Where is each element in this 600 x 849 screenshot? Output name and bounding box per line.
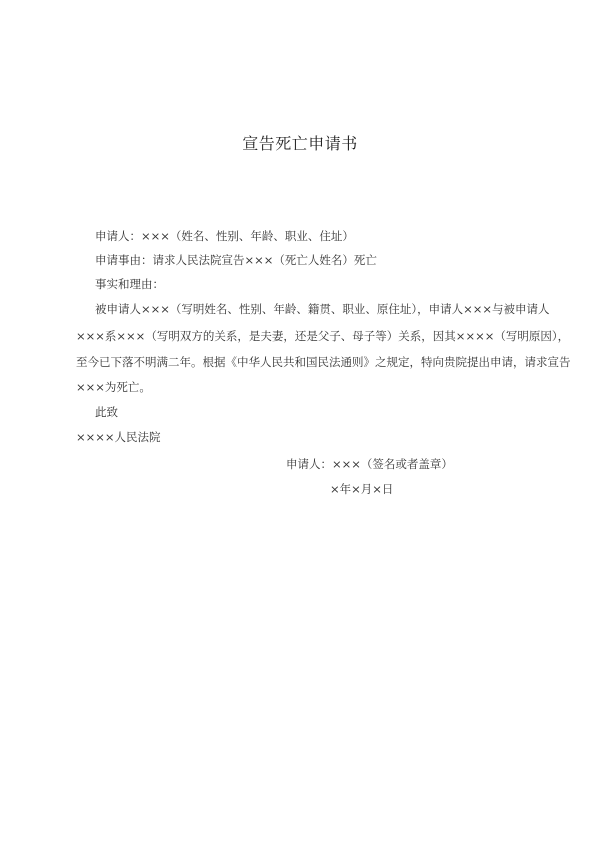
date-line: ×年×月×日 bbox=[330, 482, 394, 496]
closing-salutation: 此致 bbox=[95, 405, 118, 419]
signature-line: 申请人：×××（签名或者盖章） bbox=[286, 457, 453, 471]
body-line: 被申请人×××（写明姓名、性别、年龄、籍贯、职业、原住址），申请人×××与被申请人 bbox=[95, 302, 550, 316]
applicant-line: 申请人：×××（姓名、性别、年龄、职业、住址） bbox=[95, 229, 354, 243]
facts-heading: 事实和理由： bbox=[95, 277, 164, 291]
body-line: ×××系×××（写明双方的关系，是夫妻，还是父子、母子等）关系，因其××××（写明原因）， bbox=[76, 329, 570, 343]
reason-line: 申请事由：请求人民法院宣告×××（死亡人姓名）死亡 bbox=[95, 253, 377, 267]
document-title: 宣告死亡申请书 bbox=[242, 134, 358, 153]
court-name: ××××人民法院 bbox=[76, 430, 161, 444]
body-line: 至今已下落不明满二年。根据《中华人民共和国民法通则》之规定，特向贵院提出申请，请求宣告 bbox=[76, 355, 571, 369]
body-line: ×××为死亡。 bbox=[76, 380, 151, 394]
